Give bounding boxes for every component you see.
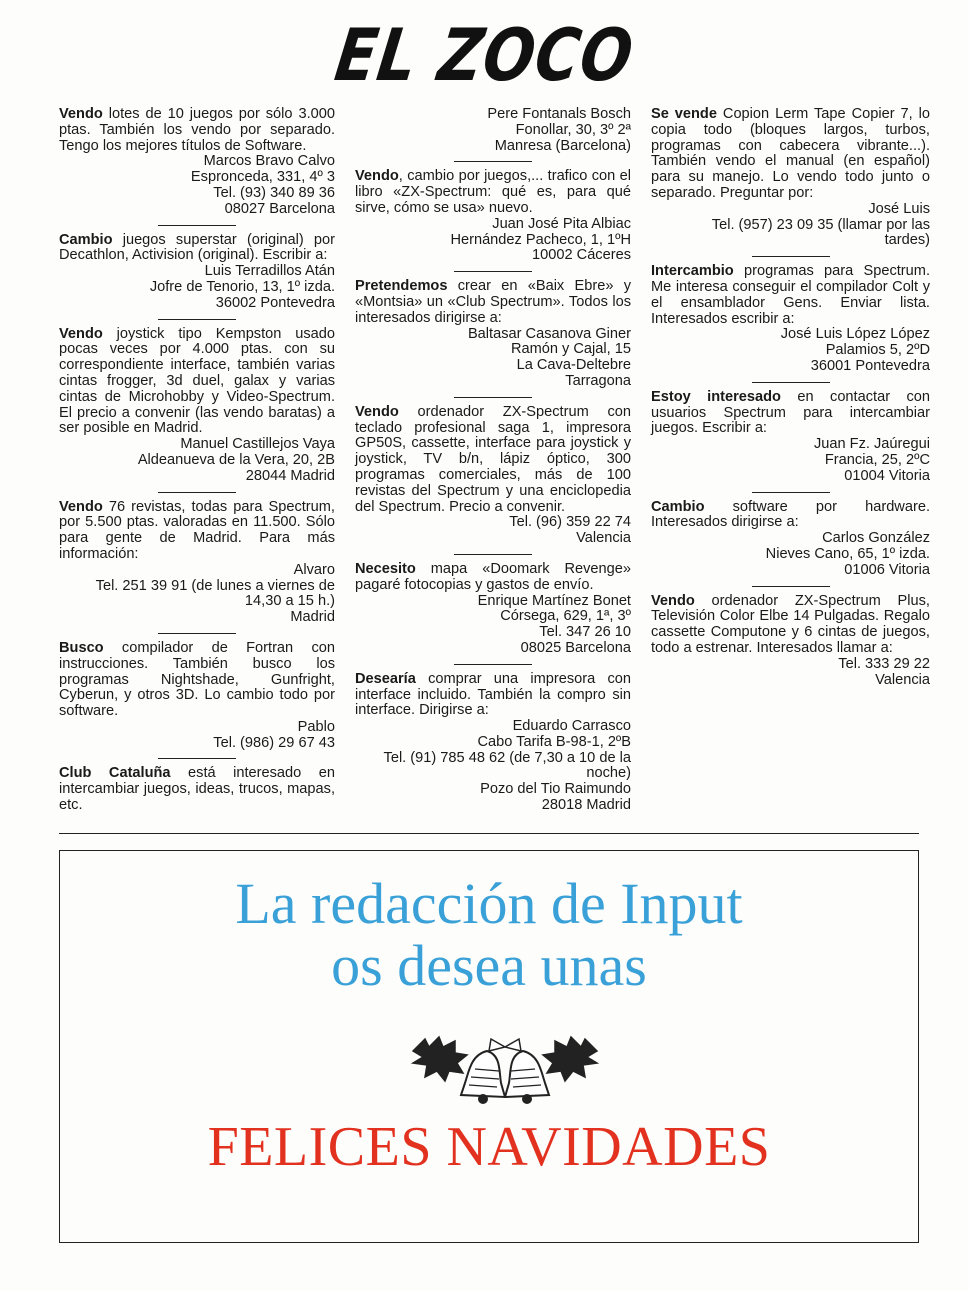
ad-contact-line: Pere Fontanals Bosch [487, 106, 631, 122]
ad-contact-line: Tel. 347 26 10 [539, 624, 631, 641]
ad-contact-line: Palamios 5, 2ºD [825, 342, 930, 359]
ad-contact-line: 10002 Cáceres [532, 247, 631, 264]
ad-contact-line: 08025 Barcelona [520, 639, 631, 656]
ad-lead-word: Pretendemos [355, 278, 448, 295]
ad-body: 76 revistas, todas para Spectrum, por 5.500 ptas. valoradas en 11.500. Sólo para gente de Madrid. Para más información: [59, 498, 335, 562]
ad-lead-word: Necesito [355, 560, 416, 577]
ad-contact-line: 28044 Madrid [245, 467, 335, 484]
classified-ad [355, 672, 631, 814]
ad-text [355, 405, 631, 516]
ad-text [651, 390, 930, 437]
classified-ad [651, 107, 930, 249]
classified-ad [59, 766, 335, 813]
ad-separator [158, 633, 236, 634]
ad-text [651, 107, 930, 202]
ad-text [59, 327, 335, 438]
section-divider [59, 833, 919, 834]
banner-greeting: FELICES NAVIDADES [207, 1116, 771, 1178]
ad-contact-line: Pablo [297, 718, 335, 735]
ad-contact-line: Ramón y Cajal, 15 [510, 341, 631, 358]
ad-lead-word: Vendo [355, 403, 399, 420]
ad-body: está interesado en intercambiar juegos, ideas, trucos, mapas, etc. [59, 765, 335, 814]
ad-contact-line: José Luis [868, 200, 930, 217]
ad-lead-word: Vendo [59, 325, 103, 342]
classified-ad [651, 594, 930, 689]
ad-contact-line: Valencia [576, 530, 631, 547]
ad-contact-line: Tel. (93) 340 89 36 [213, 184, 335, 201]
ad-separator [752, 256, 830, 257]
classified-ad [59, 641, 335, 752]
ad-contact-line: Tel. (957) 23 09 35 (llamar por las [711, 216, 930, 233]
banner-line-2: os desea unas [331, 933, 647, 998]
ad-separator [158, 492, 236, 493]
ad-contact-line: Juan Fz. Jaúregui [813, 436, 930, 453]
ad-text [355, 169, 631, 216]
ad-contact-line: 08027 Barcelona [224, 200, 335, 217]
ad-body: ordenador ZX-Spectrum con teclado profesional saga 1, impresora GP50S, cassette, interface para joystick y joystick, TV b/n, lápiz óptico, 300 programas comerciales, más de 100 revistas del Spectrum y una enciclopedia del Spectrum. Precio a convenir. [355, 403, 631, 515]
ad-text [59, 500, 335, 563]
ad-text [651, 594, 930, 657]
ad-text [355, 562, 631, 594]
ad-body: programas para Spectrum. Me interesa conseguir el compilador Colt y el ensamblador Gens. Enviar lista. Interesados escribir a: [651, 263, 930, 327]
ad-body: crear en «Baix Ebre» y «Montsia» un «Club Spectrum». Todos los interesados dirigirse a: [355, 278, 631, 326]
ad-body: joystick tipo Kempston usado pocas veces por 4.000 ptas. con su correspondiente interface, también varias cintas frogger, 3d duel, galax y varias cintas de Microhobby y Video-Spectrum. El precio a convenir (las vendo baratas) a ser posible en Madrid. [59, 325, 335, 437]
ad-contact-line: Espronceda, 331, 4º 3 [190, 169, 335, 186]
ad-contact-line: Nieves Cano, 65, 1º izda. [765, 545, 930, 562]
masthead-title: EL ZOCO [330, 13, 639, 98]
classified-ad [355, 405, 631, 547]
classified-ad [59, 327, 335, 485]
ad-contact-line: Jofre de Tenorio, 13, 1º izda. [149, 278, 335, 295]
ad-contact-line: Marcos Bravo Calvo [203, 153, 335, 170]
banner-line-1: La redacción de Input [235, 871, 743, 936]
classified-ad [355, 279, 631, 390]
ad-contact-line: Tarragona [565, 372, 631, 389]
ad-contact-line: Alvaro [293, 561, 335, 578]
ad-body: compilador de Fortran con instrucciones. También busco los programas Nightshade, Gunfright, Cyberun, y otros 3D. Lo cambio todo por software. [59, 639, 335, 720]
ad-contact-line: Valencia [875, 671, 930, 688]
classified-ad [59, 500, 335, 626]
ad-separator [454, 397, 532, 398]
ad-text [651, 500, 930, 532]
classifieds-column-1 [59, 107, 335, 814]
classifieds-column-2 [355, 107, 631, 814]
ad-contact-line: Madrid [290, 609, 335, 626]
ad-contact-line: Juan José Pita Albiac [492, 215, 631, 232]
ad-separator [752, 586, 830, 587]
ad-separator [158, 225, 236, 226]
classified-ad [651, 500, 930, 579]
ad-contact-line: Tel. 333 29 22 [838, 655, 930, 672]
ad-separator [454, 664, 532, 665]
ad-text [59, 107, 335, 154]
ad-contact-line: 36001 Pontevedra [810, 357, 930, 374]
ad-separator [454, 554, 532, 555]
ad-lead-word: Intercambio [651, 263, 734, 280]
classified-ad [355, 107, 631, 154]
ad-separator [158, 758, 236, 759]
ad-lead-word: Estoy interesado [651, 388, 781, 405]
classified-ad [355, 562, 631, 657]
classified-ad [651, 390, 930, 485]
classified-ad [59, 107, 335, 218]
christmas-bells-icon [405, 1021, 605, 1106]
ad-contact-line: José Luis López López [780, 326, 930, 343]
ad-lead-word: Vendo [59, 498, 103, 515]
ad-contact-line: Pozo del Tio Raimundo [480, 781, 631, 798]
ad-contact-line: Manuel Castillejos Vaya [180, 436, 335, 453]
ad-contact-line: Cabo Tarifa B-98-1, 2ºB [477, 733, 631, 750]
ad-contact-line: 28018 Madrid [541, 797, 631, 814]
ad-contact-line: Eduardo Carrasco [512, 718, 631, 735]
ad-text [651, 264, 930, 327]
ad-contact-line: 01006 Vitoria [844, 561, 930, 578]
ad-contact-line: tardes) [884, 232, 930, 249]
ad-contact-line: Fonollar, 30, 3º 2ª [515, 121, 631, 138]
ad-lead-word: Busco [59, 639, 104, 656]
ad-contact-line: Enrique Martínez Bonet [477, 592, 631, 609]
ad-body: ordenador ZX-Spectrum Plus, Televisión Color Elbe 14 Pulgadas. Regalo cassette Computone y 6 cintas de juegos, todo a estrenar. Interesados llamar a: [651, 592, 930, 656]
ad-separator [752, 492, 830, 493]
ad-lead-word: Vendo [651, 592, 695, 609]
ad-contact-line: Hernández Pacheco, 1, 1ºH [450, 231, 631, 248]
ad-contact-line: 36002 Pontevedra [215, 294, 335, 311]
ad-lead-word: Vendo [59, 106, 103, 122]
ad-contact-line: Manresa (Barcelona) [494, 137, 631, 154]
ad-body: , cambio por juegos,... trafico con el libro «ZX-Spectrum: qué es, para qué sirve, cómo se usa» nuevo. [355, 168, 631, 216]
ad-body: Copion Lerm Tape Copier 7, lo copia todo (bloques largos, turbos, programas con cabecera vibrante...). También vendo el manual (en español) para su manejo. Lo vendo todo junto o separado. Preguntar por: [651, 106, 930, 201]
ad-contact-line: Aldeanueva de la Vera, 20, 2B [137, 451, 335, 468]
ad-contact-line: Tel. (986) 29 67 43 [213, 734, 335, 751]
ad-contact-line: Francia, 25, 2ºC [824, 451, 930, 468]
ad-contact-line: La Cava-Deltebre [516, 357, 631, 374]
classifieds-column-3 [651, 107, 930, 688]
ad-lead-word: Cambio [651, 498, 705, 515]
ad-contact-line: 14,30 a 15 h.) [244, 593, 335, 610]
ad-contact-line: Luis Terradillos Atán [204, 263, 335, 280]
ad-contact-line: Tel. (91) 785 48 62 (de 7,30 a 10 de la [383, 749, 631, 766]
classified-ad [59, 233, 335, 312]
ad-text [355, 279, 631, 326]
classified-ad [355, 169, 631, 264]
ad-lead-word: Se vende [651, 106, 717, 122]
ad-body: comprar una impresora con interface incluido. También la compro sin interface. Dirigirse a: [355, 670, 631, 719]
ad-contact-line: Baltasar Casanova Giner [467, 325, 631, 342]
ad-body: lotes de 10 juegos por sólo 3.000 ptas. También los vendo por separado. Tengo los mejores títulos de Software. [59, 106, 335, 154]
ad-body: en contactar con usuarios Spectrum para intercambiar juegos. Escribir a: [651, 388, 930, 437]
ad-contact-line: Tel. (96) 359 22 74 [509, 514, 631, 531]
ad-body: juegos superstar (original) por Decathlon, Activision (original). Escribir a: [59, 231, 335, 264]
ad-contact-line: Carlos González [822, 530, 930, 547]
ad-text [59, 233, 335, 265]
ad-lead-word: Desearía [355, 670, 416, 687]
ad-separator [454, 271, 532, 272]
ad-body: software por hardware. Interesados dirigirse a: [651, 498, 930, 531]
ad-separator [454, 161, 532, 162]
ad-contact-line: Córsega, 629, 1ª, 3º [500, 608, 631, 625]
ad-body: mapa «Doomark Revenge» pagaré fotocopias y gastos de envío. [355, 560, 631, 593]
ad-lead-word: Cambio [59, 231, 113, 248]
ad-contact-line: noche) [586, 765, 631, 782]
ad-separator [158, 319, 236, 320]
ad-separator [752, 382, 830, 383]
classified-ad [651, 264, 930, 375]
ad-contact-line: Tel. 251 39 91 (de lunes a viernes de [95, 577, 335, 594]
ad-lead-word: Club Cataluña [59, 765, 171, 782]
ad-contact-line: 01004 Vitoria [844, 467, 930, 484]
christmas-banner [59, 850, 919, 1243]
ad-lead-word: Vendo [355, 168, 399, 185]
ad-text [355, 672, 631, 719]
ad-text [59, 641, 335, 720]
ad-text [59, 766, 335, 813]
